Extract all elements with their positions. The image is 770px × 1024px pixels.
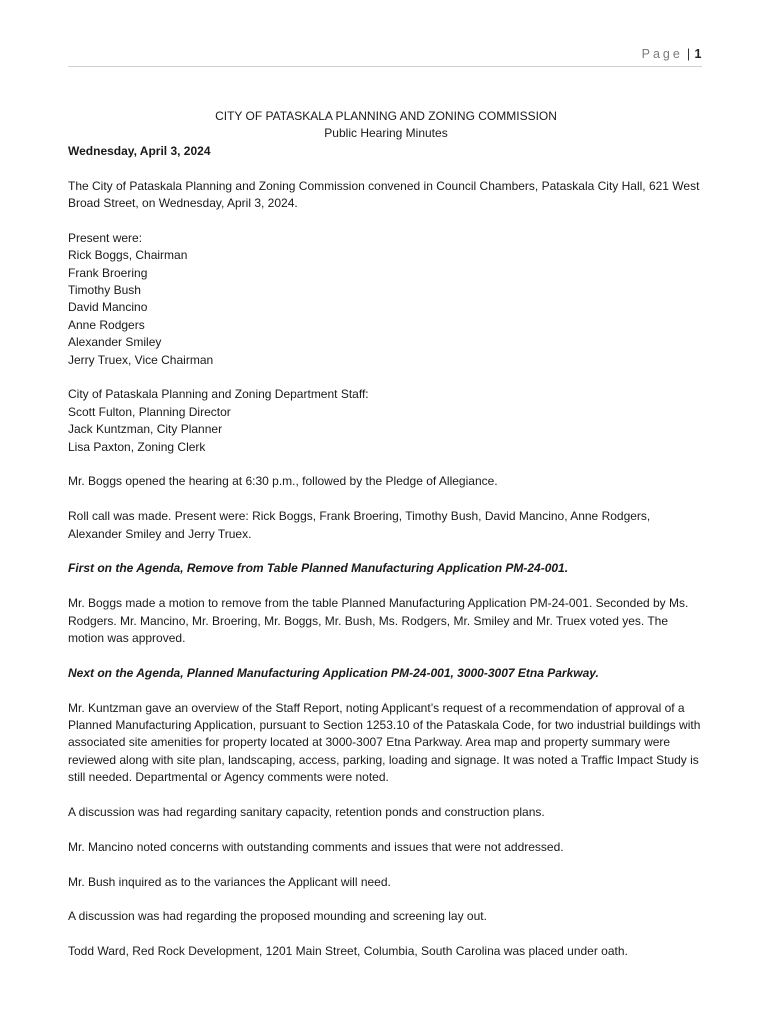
header-divider <box>68 66 702 67</box>
list-item: Jack Kuntzman, City Planner <box>68 422 223 437</box>
list-item: David Mancino <box>68 300 148 315</box>
page-separator: | <box>686 47 691 61</box>
meeting-date: Wednesday, April 3, 2024 <box>68 143 211 158</box>
staff-list <box>68 404 704 456</box>
present-members-list <box>68 247 704 369</box>
document-title <box>68 108 704 143</box>
roll-call-paragraph: Roll call was made. Present were: Rick Boggs, Frank Broering, Timothy Bush, David Mancino, Anne Rodgers, Alexander Smiley and Jerry Truex. <box>68 509 651 541</box>
page-header <box>68 46 702 63</box>
page-number: 1 <box>694 47 702 61</box>
staff-report-paragraph: Mr. Kuntzman gave an overview of the Staff Report, noting Applicant’s request of a recommendation of approval of a Planned Manufacturing Application, pursuant to Section 1253.10 of the Pataskala Code, for two industrial buildings with associated site amenities for property located at 3000-3007 Etna Parkway. Area map and property summary were reviewed along with site plan, landscaping, access, parking, loading and signage. It was noted a Traffic Impact Study is still needed. Departmental or Agency comments were noted. <box>68 700 701 785</box>
staff-heading: City of Pataskala Planning and Zoning Department Staff: <box>68 387 369 402</box>
present-heading: Present were: <box>68 230 143 245</box>
bush-paragraph: Mr. Bush inquired as to the variances the Applicant will need. <box>68 874 391 889</box>
discussion-paragraph-2: A discussion was had regarding the proposed mounding and screening lay out. <box>68 909 487 924</box>
document-body <box>68 108 704 961</box>
list-item: Rick Boggs, Chairman <box>68 248 188 263</box>
opening-paragraph: Mr. Boggs opened the hearing at 6:30 p.m., followed by the Pledge of Allegiance. <box>68 474 498 489</box>
oath-paragraph: Todd Ward, Red Rock Development, 1201 Main Street, Columbia, South Carolina was placed under oath. <box>68 944 628 959</box>
list-item: Jerry Truex, Vice Chairman <box>68 352 214 367</box>
list-item: Timothy Bush <box>68 283 141 298</box>
list-item: Anne Rodgers <box>68 317 145 332</box>
list-item: Alexander Smiley <box>68 335 162 350</box>
title-line-2: Public Hearing Minutes <box>324 126 448 141</box>
discussion-paragraph-1: A discussion was had regarding sanitary capacity, retention ponds and construction plans. <box>68 805 545 820</box>
agenda-item-1-heading: First on the Agenda, Remove from Table Planned Manufacturing Application PM-24-001. <box>68 561 569 576</box>
title-line-1: CITY OF PATASKALA PLANNING AND ZONING COMMISSION <box>215 109 557 123</box>
list-item: Lisa Paxton, Zoning Clerk <box>68 439 206 454</box>
list-item: Frank Broering <box>68 265 148 280</box>
agenda-item-2-heading: Next on the Agenda, Planned Manufacturing Application PM-24-001, 3000-3007 Etna Parkway. <box>68 665 599 680</box>
page-label: Page <box>641 47 683 61</box>
list-item: Scott Fulton, Planning Director <box>68 404 231 419</box>
mancino-paragraph: Mr. Mancino noted concerns with outstanding comments and issues that were not addressed. <box>68 839 564 854</box>
intro-paragraph: The City of Pataskala Planning and Zoning Commission convened in Council Chambers, Pataskala City Hall, 621 West Broad Street, on Wednesday, April 3, 2024. <box>68 178 700 211</box>
agenda-item-1-motion: Mr. Boggs made a motion to remove from the table Planned Manufacturing Application PM-24-001. Seconded by Ms. Rodgers. Mr. Mancino, Mr. Broering, Mr. Boggs, Mr. Bush, Ms. Rodgers, Mr. Smiley and Mr. Truex voted yes. The motion was approved. <box>68 596 689 646</box>
